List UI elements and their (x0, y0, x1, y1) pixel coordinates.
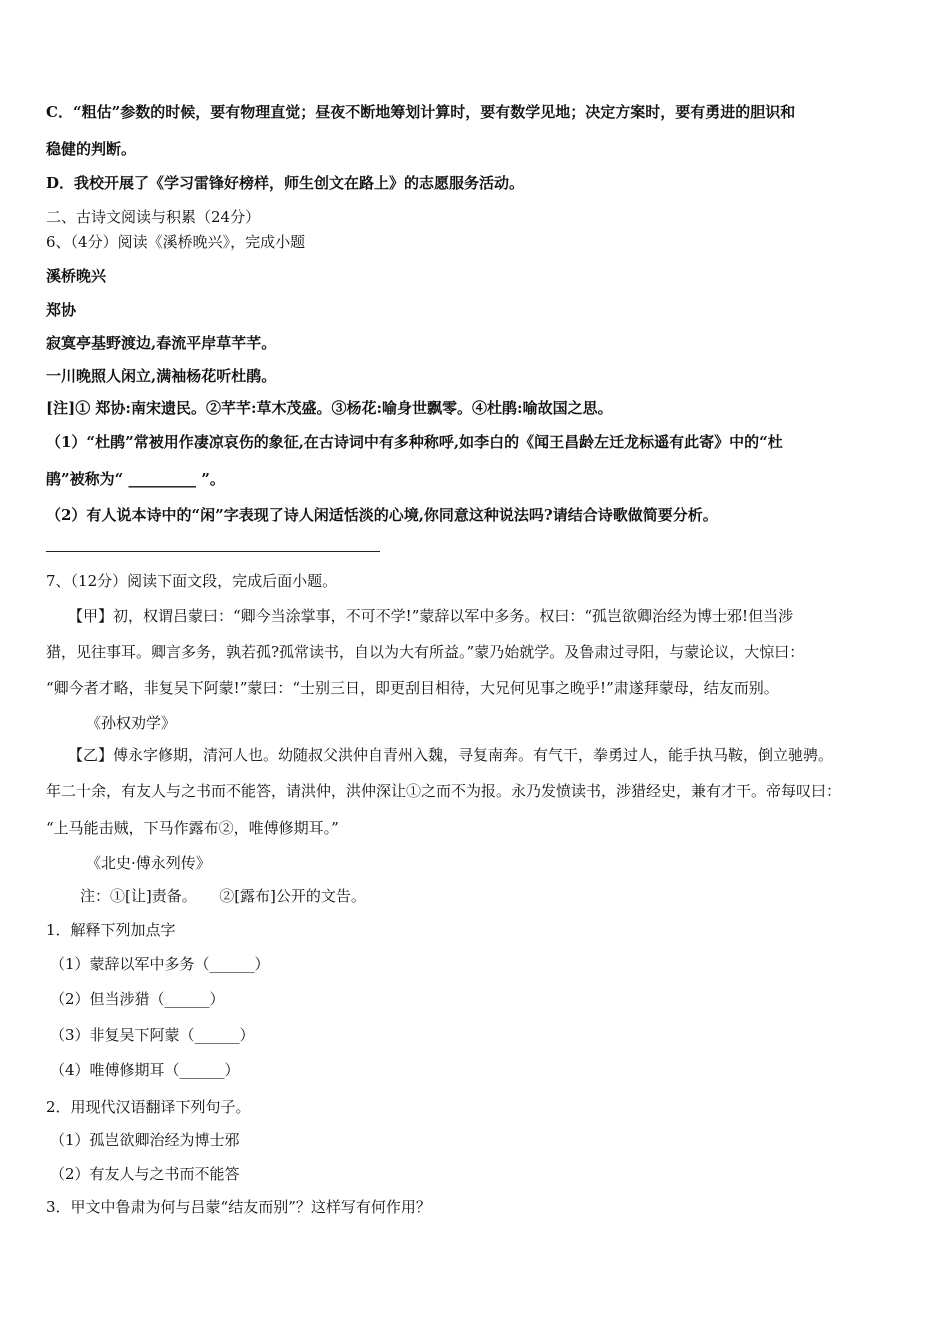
q6-title: 6、（4分）阅读《溪桥晚兴》，完成小题 (46, 233, 306, 251)
q7-sub3-title: 3．甲文中鲁肃为何与吕蒙“结友而别”？这样写有何作用？ (46, 1198, 431, 1216)
q7-sub1-title: 1．解释下列加点字 (46, 921, 176, 939)
q7-sub1-item-4: （4）唯傅修期耳（______） (50, 1061, 240, 1079)
q5-option-c-line-2: 稳健的判断。 (46, 140, 137, 158)
poem-author: 郑协 (46, 301, 77, 319)
passage-yi-source: 《北史·傅永列传》 (86, 854, 211, 872)
q6-sub2: （2）有人说本诗中的“闲”字表现了诗人闲适恬淡的心境,你同意这种说法吗?请结合诗歌做简要分析。 (46, 506, 718, 524)
q7-sub1-item-2: （2）但当涉猎（______） (50, 990, 225, 1008)
q5-option-d: D．我校开展了《学习雷锋好榜样，师生创文在路上》的志愿服务活动。 (46, 174, 525, 192)
q6-sub1-line-2: 鹃”被称为“ _________ ”。 (46, 470, 225, 488)
answer-line (46, 551, 380, 552)
q6-sub1-line-1: （1）“杜鹃”常被用作凄凉哀伤的象征,在古诗词中有多种称呼,如李白的《闻王昌龄左迁龙标遥有此寄》中的“杜 (46, 433, 783, 451)
q5-option-c-line-1: C．“粗估”参数的时候，要有物理直觉；昼夜不断地筹划计算时，要有数学见地；决定方案时，要有勇进的胆识和 (46, 103, 796, 121)
poem-line-2: 一川晚照人闲立,满袖杨花听杜鹃。 (46, 367, 277, 385)
q7-sub2-item-1: （1）孤岂欲卿治经为博士邪 (50, 1131, 240, 1149)
passage-note: 注：①[让]责备。 ②[露布]公开的文告。 (80, 887, 366, 905)
passage-jia-source: 《孙权劝学》 (86, 714, 177, 732)
poem-note: [注]① 郑协:南宋遗民。②芊芊:草木茂盛。③杨花:喻身世飘零。④杜鹃:喻故国之思。 (46, 399, 613, 417)
q7-sub1-item-1: （1）蒙辞以军中多务（______） (50, 955, 270, 973)
section-heading: 二、古诗文阅读与积累（24分） (46, 208, 261, 226)
poem-title: 溪桥晚兴 (46, 267, 107, 285)
q7-sub1-item-3: （3）非复吴下阿蒙（______） (50, 1026, 255, 1044)
q7-sub2-title: 2．用现代汉语翻译下列句子。 (46, 1098, 251, 1116)
passage-yi-line-2: 年二十余，有友人与之书而不能答，请洪仲，洪仲深让①之而不为报。永乃发愤读书，涉猎经史，兼有才干。帝每叹曰： (46, 782, 842, 800)
passage-jia-line-1: 【甲】初，权谓吕蒙曰：“卿今当涂掌事，不可不学!”蒙辞以军中多务。权曰：“孤岂欲卿治经为博士邪!但当涉 (68, 607, 794, 625)
passage-jia-line-2: 猎，见往事耳。卿言多务，孰若孤?孤常读书，自以为大有所益。”蒙乃始就学。及鲁肃过寻阳，与蒙论议，大惊曰： (46, 643, 805, 661)
passage-yi-line-1: 【乙】傅永字修期，清河人也。幼随叔父洪仲自青州入魏，寻复南奔。有气干，拳勇过人，能手执马鞍，倒立驰骋。 (68, 746, 834, 764)
poem-line-1: 寂寞亭基野渡边,春流平岸草芊芊。 (46, 334, 277, 352)
q7-title: 7、（12分）阅读下面文段，完成后面小题。 (46, 572, 338, 590)
q7-sub2-item-2: （2）有友人与之书而不能答 (50, 1165, 240, 1183)
passage-jia-line-3: “卿今者才略，非复吴下阿蒙!”蒙曰：“士别三日，即更刮目相待，大兄何见事之晚乎!”肃遂拜蒙母，结友而别。 (46, 679, 779, 697)
passage-yi-line-3: “上马能击贼，下马作露布②，唯傅修期耳。” (46, 819, 339, 837)
